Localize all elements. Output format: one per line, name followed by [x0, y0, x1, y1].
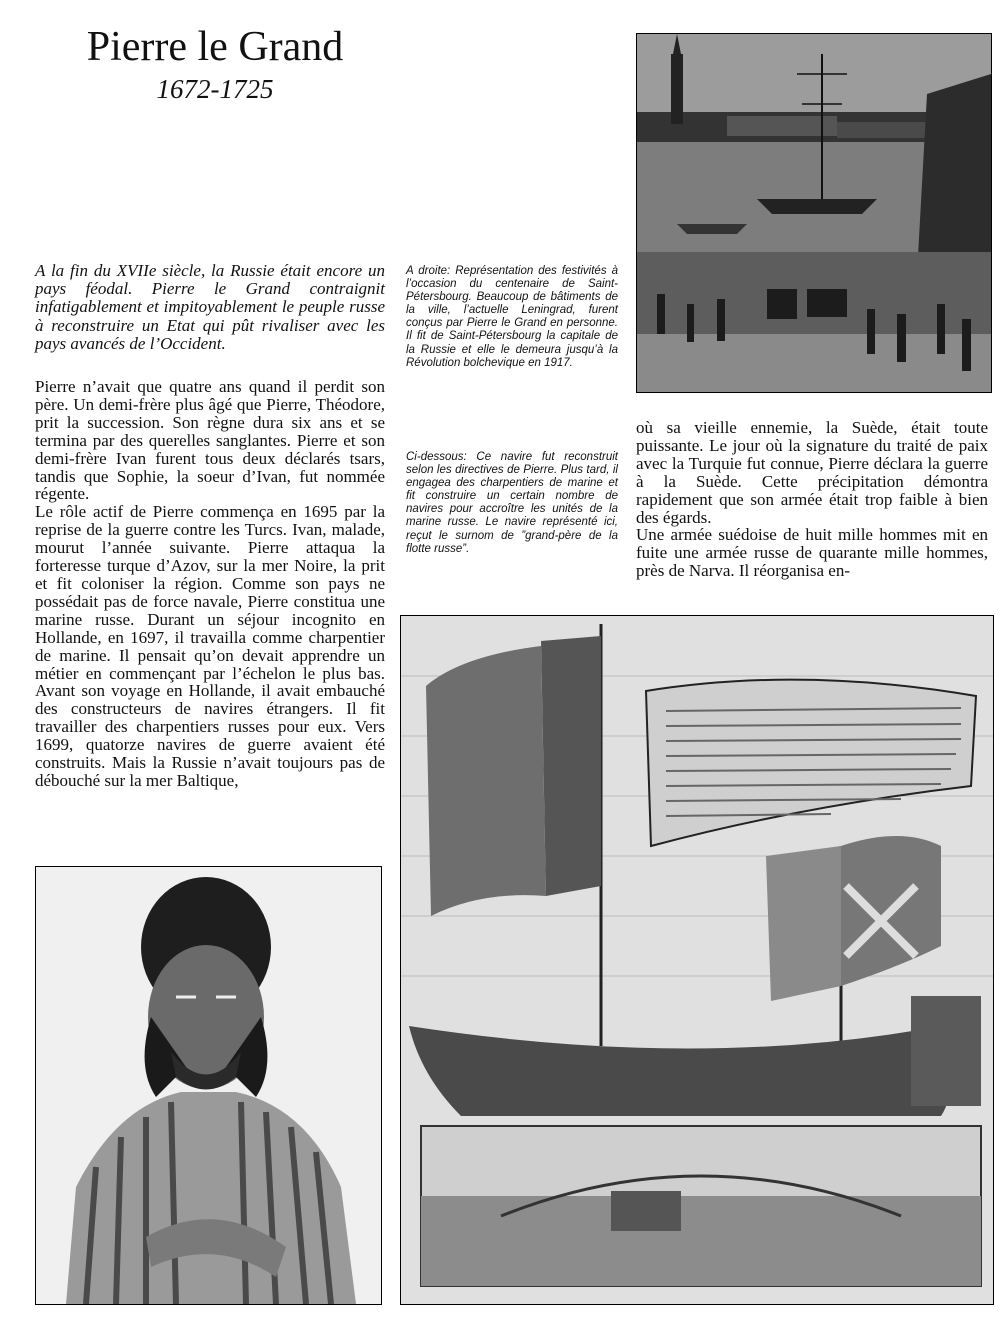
paragraph: Une armée suédoise de huit mille hommes mit en fuite une armée russe de quarante mille hommes, près de Narva. Il réorganisa en-: [636, 525, 988, 581]
st-petersburg-festivities-image: [636, 33, 992, 393]
caption-below: Ci-dessous: Ce navire fut reconstruit selon les directives de Pierre. Plus tard, il engagea des charpentiers de marine et fit construire un certain nombre de navires pour accroître les unités de la marine russe. Le navire représenté ici, reçut le surnom de ”grand-père de la flotte russe”.: [406, 451, 618, 555]
paragraph: où sa vieille ennemie, la Suède, était toute puissante. Le jour où la signature du traité de paix avec la Turquie fut connue, Pierre déclara la guerre à la Suède. Cette précipitation démontra rapidement que son armée était trop faible à bien des égards.: [636, 418, 988, 527]
page-title: Pierre le Grand: [86, 24, 344, 70]
paragraph: Le rôle actif de Pierre commença en 1695 par la reprise de la guerre contre les Turcs. Ivan, malade, mourut l’année suivante. Pierre attaqua la forteresse turque d’Azov, sur la mer Noire, la prit et fit coloniser la région. Comme son pays ne possédait pas de force navale, Pierre constitua une marine russe. Durant un séjour incognito en Hollande, en 1697, il travailla comme charpentier de marine. Il pensait qu’on devait apprendre un métier en commençant par l’échelon le plus bas. Avant son voyage en Hollande, il avait embauché des constructeurs de navires étrangers. Il fit travailler des charpentiers russes pour eux. Vers 1699, quatorze navires de guerre avaient été construits. Mais la Russie n’avait toujours pas de débouché sur la mer Baltique,: [35, 502, 385, 790]
life-dates: 1672-1725: [156, 74, 274, 104]
caption-right: A droite: Représentation des festivités à l’occasion du centenaire de Saint-Pétersbourg. Beaucoup de bâtiments de la ville, l’actuelle Leningrad, furent conçus par Pierre le Grand en personne. Il fit de Saint-Pétersbourg la capitale de la Russie et elle le demeura jusqu’à la Révolution bolchevique en 1917.: [406, 265, 618, 369]
portrait-image: [35, 866, 382, 1305]
paragraph: Pierre n’avait que quatre ans quand il perdit son père. Un demi-frère plus âgé que Pierre, Théodore, prit la succession. Son règne dura six ans et se termina par des querelles sanglantes. Pierre et son demi-frère Ivan furent tous deux déclarés tsars, tandis que Sophie, la soeur d’Ivan, fut nommée régente.: [35, 377, 385, 504]
intro-paragraph: A la fin du XVIIe siècle, la Russie était encore un pays féodal. Pierre le Grand contraignit infatigablement et impitoyablement le peuple russe à reconstruire un Etat qui pût rivaliser avec les pays avancés de l’Occident.: [35, 261, 385, 353]
ship-engraving-image: [400, 615, 994, 1305]
column-3: [636, 419, 988, 580]
column-1: [35, 378, 385, 790]
